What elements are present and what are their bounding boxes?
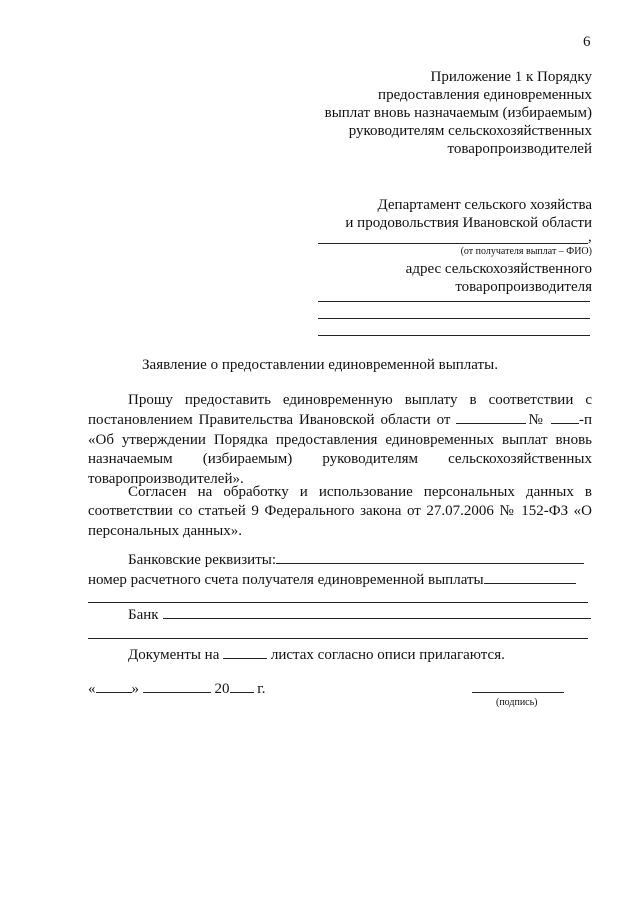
address-field-line [318, 335, 590, 336]
page-number: 6 [583, 34, 591, 50]
addressee-line: и продовольствия Ивановской области [345, 215, 592, 231]
day-field [96, 679, 132, 693]
bank-row [88, 605, 592, 624]
signature-caption: (подпись) [496, 697, 538, 708]
date-row [88, 679, 265, 698]
addressee-block [345, 196, 592, 232]
requisites-field [276, 550, 584, 564]
date-blank [456, 410, 526, 424]
documents-row [88, 645, 592, 664]
number-sign: № [526, 412, 546, 429]
requisites-label: Банковские реквизиты: [128, 552, 277, 568]
account-label: номер расчетного счета получателя единовременной выплаты [88, 572, 484, 588]
paragraph-text: Прошу предоставить единовременную выплату в соответствии с постановлением Правительства Ивановской области от [88, 392, 592, 429]
account-row [88, 570, 592, 589]
addressee-line: Департамент сельского хозяйства [377, 197, 592, 213]
address-block [406, 260, 592, 296]
consent-paragraph: Согласен на обработку и использование персональных данных в соответствии со статьей 9 Федерального закона от 27.07.2006 № 152-ФЗ «О персональных данных». [88, 484, 592, 539]
year-suffix: г. [257, 681, 266, 697]
number-suffix: -п [578, 412, 593, 429]
bank-requisites-row [88, 550, 592, 569]
bank-label: Банк [128, 607, 159, 623]
year-prefix: 20 [214, 681, 230, 697]
sheets-count-field [223, 645, 267, 659]
number-blank [551, 410, 579, 424]
annex-line: выплат вновь назначаемым (избираемым) [324, 105, 592, 121]
close-quote: » [131, 681, 139, 697]
annex-line: руководителям сельскохозяйственных [348, 123, 592, 139]
documents-label: Документы на [128, 647, 220, 663]
account-field [484, 570, 576, 584]
account-field-line [88, 602, 588, 603]
statement-title: Заявление о предоставлении единовременной выплаты. [142, 357, 498, 373]
address-field-line [318, 318, 590, 319]
applicant-name-caption: (от получателя выплат – ФИО) [460, 246, 592, 257]
documents-text: листах согласно описи прилагаются. [270, 647, 505, 663]
applicant-name-line [318, 243, 588, 244]
year-field [230, 679, 254, 693]
annex-header [325, 68, 592, 158]
month-field [143, 679, 211, 693]
signature-line [472, 692, 564, 693]
address-line: адрес сельскохозяйственного [405, 261, 592, 277]
annex-line: Приложение 1 к Порядку [430, 69, 592, 85]
annex-line: товаропроизводителей [447, 141, 592, 157]
bank-field [163, 605, 591, 619]
open-quote: « [88, 681, 96, 697]
comma: , [588, 229, 592, 245]
address-field-line [318, 301, 590, 302]
paragraph-text: «Об утверждении Порядка предоставления единовременных выплат вновь назначаемым (избираемым) руководителям сельскохозяйственных товаропроизводителей». [88, 431, 592, 487]
statement-paragraph [88, 391, 592, 489]
annex-line: предоставления единовременных [378, 87, 592, 103]
bank-field-line [88, 638, 588, 639]
address-line: товаропроизводителя [455, 279, 592, 295]
